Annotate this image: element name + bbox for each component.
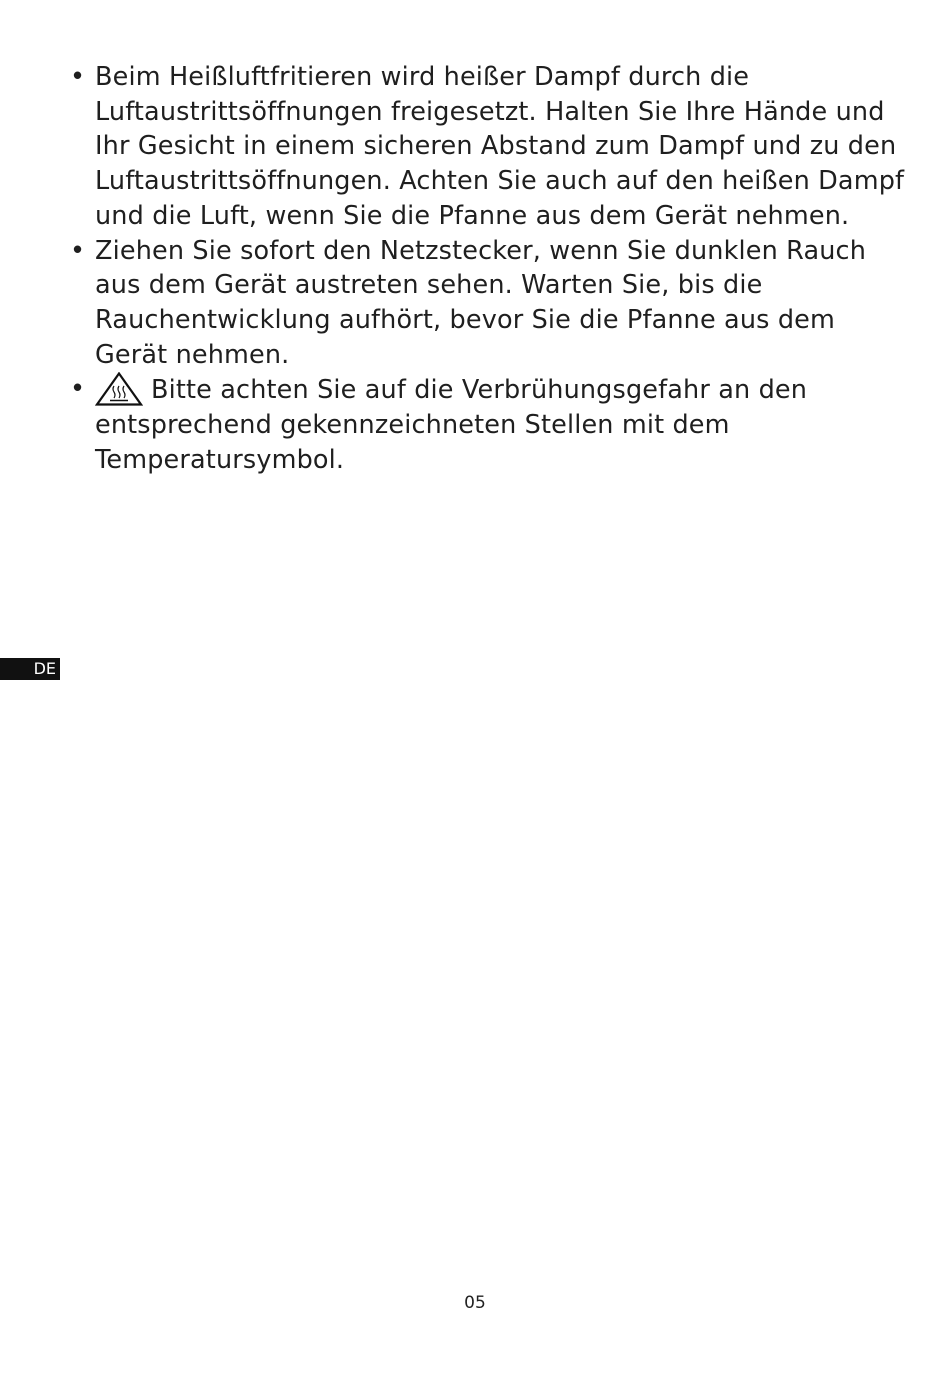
bullet-marker: • [70,235,86,266]
safety-instructions-list [70,60,910,477]
bullet-text: Ziehen Sie sofort den Netzstecker, wenn Sie dunklen Rauch aus dem Gerät austreten sehen. Warten Sie, bis die Rauchentwicklung aufhört, bevor Sie die Pfanne aus dem Gerät nehmen. [95,235,867,370]
language-tab: DE [0,658,60,680]
bullet-item-dark-smoke [70,234,910,373]
bullet-marker: • [70,374,86,405]
bullet-text: Bitte achten Sie auf die Verbrühungsgefahr an den entsprechend gekennzeichneten Stellen mit dem Temperatursymbol. [95,375,808,475]
hot-surface-warning-icon [95,372,143,406]
bullet-item-hot-steam [70,60,910,234]
bullet-marker: • [70,62,86,92]
page-number: 05 [464,1293,486,1313]
bullet-text: Beim Heißluftfritieren wird heißer Dampf durch die Luftaustrittsöffnungen freigesetzt. Halten Sie Ihre Hände und Ihr Gesicht in einem sicheren Abstand zum Dampf und zu den Luftaustrittsöffnungen. Achten Sie auch auf den heißen Dampf und die Luft, wenn Sie die Pfanne aus dem Gerät nehmen. [95,62,905,231]
bullet-item-scald-warning [70,372,910,477]
